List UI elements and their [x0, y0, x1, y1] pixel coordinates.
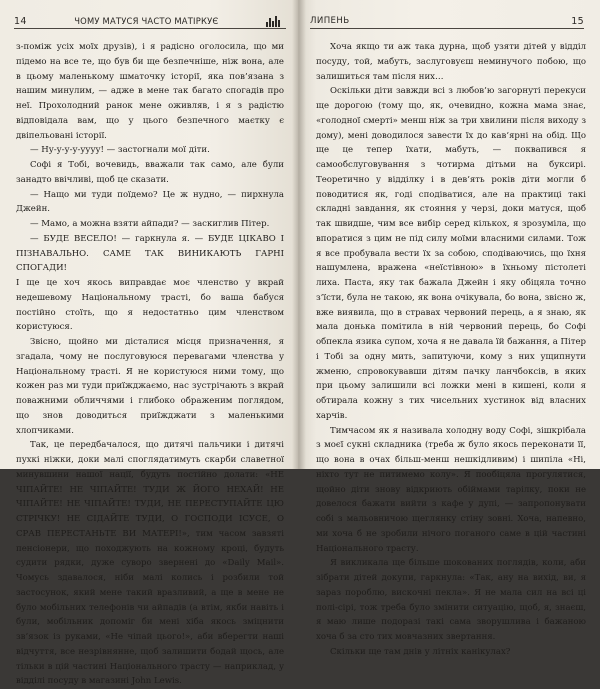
left-page [0, 0, 298, 687]
paragraph: — Ну-у-у-у-уууу! — застогнали мої діти. [30, 145, 210, 156]
paragraph: — БУДЕ ВЕСЕЛО! — гаркнула я. — БУДЕ ЦІКАВО І ПІЗНАВАЛЬНО. САМЕ ТАК ВИНИКАЮТЬ ГАРНІ СПОГАДИ! [16, 233, 284, 274]
paragraph: Тимчасом як я називала холодну воду Софі, зішкрібала з моєї сукні складника (треба ж було якось переконати її, що вона в очах більш-менш нешкідливим) і шипіла «Ні, ніхто тут не питимемо колу». Я пообіцяла прогулятися, щойно діти знову відкриють обіймами тарілку, поки не довелося бажати вийти з кафе у дупі, — запропонувати собі з мальовничою щеглянку стіну зовні. Хоча, напевно, ми хоча б не зробили нічого поганого саме в цій частині Національного трасту. [316, 425, 586, 554]
left-header-rule [14, 28, 286, 29]
right-running-header [310, 14, 584, 28]
left-body-text [16, 40, 284, 689]
paragraph: Хоча якщо ти аж така дурна, щоб узяти дітей у відділ посуду, той, мабуть, заслуговуєш неминучого побою, що залишиться там після них… [316, 42, 586, 82]
paragraph: Софі я Тобі, вочевидь, вважали так само, але були занадто ввічливі, щоб це сказати. [16, 160, 284, 185]
paragraph: — Нащо ми туди поїдемо? Це ж нудно, — пирхнула Джейн. [16, 189, 284, 215]
book-gutter [292, 0, 306, 469]
paragraph: Я викликала ще більше шокованих поглядів, коли, аби зібрати дітей докупи, гаркнула: «Так, ану на вихід, ви, я зараз пороблю, вискочні пекла». Я не мала сил на всі ці полі-сірі, тож треба було змінити ситуацію, щоб, я, знаєш, я маю лише подоразі такі сама зворушлива і бажаною хоча б за сто тих мовчазних звертання. [316, 558, 586, 642]
right-header-rule [310, 28, 584, 29]
left-running-title: ЧОМУ МАТУСЯ ЧАСТО МАТІРКУЄ [74, 16, 219, 26]
paragraph: Так, це передбачалося, що дитячі пальчики і дитячі пухкі ніжки, доки малі споглядатимуть скарби славетної минувшини нашої нації, будуть постійно долати: «НЕ ЧІПАЙТЕ! НЕ ЧІПАЙТЕ! ТУДИ Ж ЙОГО НЕХАЙ! НЕ ЧІПАЙТЕ! НЕ ЧІПАЙТЕ! ТУДИ, НЕ ПЕРЕСТУПАЙТЕ ЦЮ СТРІЧКУ! НЕ СІДАЙТЕ ТУДИ, О ГОСПОДИ ІСУСЕ, О СРАВ ПЕРЕСТАНЬТЕ ВИ МАТЕРІ!», тим часом завзяті пенсіонери, що походжують на кожному кроці, будуть судити рядки, дуже суворо звернені до «Daily Mail». Чомусь здавалося, ніби малі колись і розбили той застосунок, який мене такий вразливий, а ще в мене не було мобільних телефонів чи айпадів (а втім, якби навіть і були, мобільник допоміг би мені хіба якось зміцнити зв’язок із руками, «Не чіпай цього!», аби вберегти наші відчуття, все незрівнянне, щоб залишити бодай щось, але тільки в цій частині Національного трасту — наприклад, у відділі посуду в магазині John Lewis. [16, 440, 284, 687]
left-page-number: 14 [14, 15, 27, 27]
pram-ornament-icon [266, 15, 286, 27]
paragraph: Оскільки діти завжди всі з любов’ю загорнуті перекуси ще дорогою (тому що, як, очевидно, кожна мама знає, «голодної смерті» менш ніж за три хвилини після виходу з дому), мені доводилося завести їх до кав’ярні на обід. Що ще це тепер їхати, мабуть, — поквапився я самообслуговування з чотирма дітьми на буксирі. Теоретично у відділку і в дев’ять років діти могли б поводитися як, годі сподіватися, але на практиці такі складні завдання, як стояння у черзі, доки матуся, щоб так швидше, чим все вибір серед кількох, я зрозуміла, що впоратися з цим не під силу моїми власними силами. Тож я все пробувала вести їх за собою, сподіваючись, що їхня нашумлена, вражена «неїстівною» в їхньому пістолеті лиха. Паста, яку так бажала Джейн і яку обіцяла точно з’їсти, була не такою, як вона очікувала, бо вона, звісно ж, вже виявила, що в стравах червоний перець, а я знаю, як мала донька помітила в ній червоний перець, бо Софі обпекла язика супом, хоча я не давала їй бажання, а Пітер і Тобі за одну мить, запитуючи, кому з них ущипнути жменю, спровокувавши дітям пачку ланчбоксів, в яких при цьому залишили всі ложки мені в кишені, коли я обтирала кожну з тих чисельних хустинок від власних харчів. [316, 86, 586, 421]
paragraph: з-поміж усіх моїх друзів), і я радісно оголосила, що ми підемо на все те, що був би ще безпечніше, ніж вона, але в цьому маленькому шматочку історії, яка пов’язана з нашим минулим, — адже в мене так багато спогадів про неї. Прохолодний ранок мене оживляв, і я з радістю відповідала вам, що у цього безпечного маєтку є двіпельовані історії. [16, 42, 284, 141]
left-running-header [14, 14, 286, 28]
paragraph: І ще це хоч якось виправдає моє членство у вкрай недешевому Національному трасті, бо ваша бабуся постійно стоїть, що я недостатньо цим членством користуюся. [16, 278, 284, 333]
right-page [298, 0, 600, 657]
right-body-text [316, 40, 586, 660]
paragraph: Скільки ще там днів у літніх канікулах? [330, 646, 511, 657]
right-running-title: ЛИПЕНЬ [310, 16, 350, 26]
paragraph: Звісно, щойно ми дісталися місця призначення, я згадала, чому не послуговуюся перевагами членства у Національному трасті. Я не користуюся ними тому, що кожен раз ми туди приїжджаємо, нас зустрічають з вкрай поважними обличчями і глибоко ображеним поглядом, що знов доводиться приїжджати з маленькими хлопчиками. [16, 337, 284, 436]
paragraph: — Мамо, а можна взяти айпади? — заскиглив Пітер. [30, 219, 270, 229]
right-page-number: 15 [571, 15, 584, 27]
